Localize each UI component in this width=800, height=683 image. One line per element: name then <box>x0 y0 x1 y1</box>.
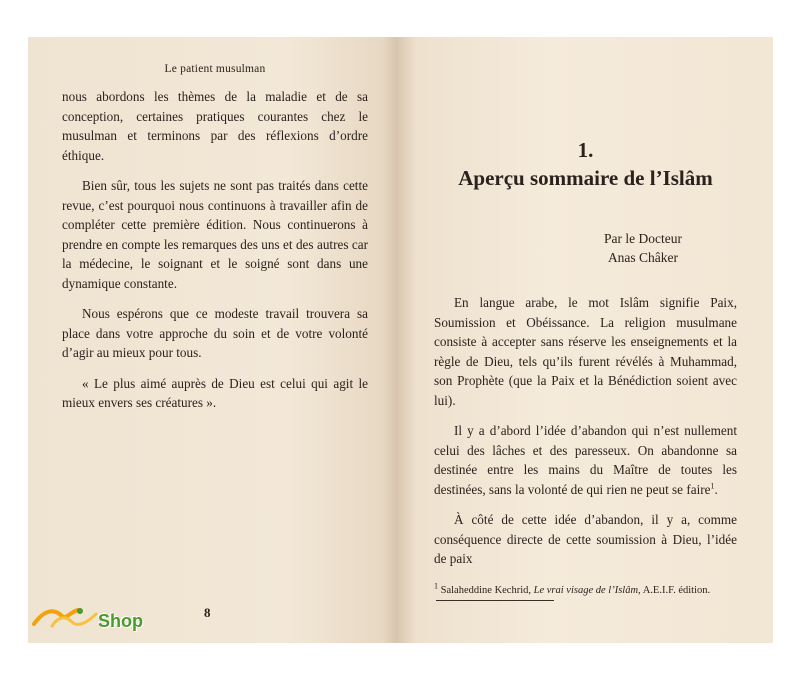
running-head: Le patient musulman <box>164 63 266 75</box>
footnote <box>434 581 754 598</box>
left-paragraph-4: « Le plus aimé auprès de Dieu est celui qui agit le mieux envers ses créatures ». <box>62 375 368 410</box>
footnote-rule <box>436 600 554 601</box>
right-paragraph-2-end: . <box>714 481 718 497</box>
shop-logo <box>32 604 162 636</box>
footnote-publisher: , A.E.I.F. édition. <box>638 585 711 596</box>
swoosh-icon <box>32 604 102 636</box>
left-paragraph-3: Nous espérons que ce modeste travail trouvera sa place dans votre approche du soin et de votre volonté d’agir au mieux pour tous. <box>62 306 368 360</box>
chapter-number: 1. <box>577 138 594 162</box>
byline <box>434 229 703 267</box>
footnote-mark: 1 <box>434 581 438 591</box>
page-number: 8 <box>204 605 211 620</box>
chapter-title: Aperçu sommaire de l’Islâm <box>458 166 713 190</box>
left-page <box>28 37 398 643</box>
footnote-author: Salaheddine Kechrid, <box>438 585 534 596</box>
right-paragraph-2 <box>434 421 737 499</box>
footnote-book-title: Le vrai visage de l’Islâm <box>533 585 639 596</box>
footnote-reference: 1 <box>710 481 715 491</box>
right-paragraph-2-text: Il y a d’abord l’idée d’abandon qui n’est nullement celui des lâches et des paresseux. On abandonne sa destinée entre les mains du Maître de toutes les destinées, sans la volonté de qui rien ne peut se faire <box>434 423 737 497</box>
right-paragraph-3: À côté de cette idée d’abandon, il y a, comme conséquence directe de cette soumission à Dieu, l’idée de paix <box>434 512 737 566</box>
open-book <box>28 37 773 643</box>
right-page <box>398 37 773 643</box>
logo-text: Shop <box>98 611 143 631</box>
left-paragraph-1: nous abordons les thèmes de la maladie et de sa conception, certaines pratiques courantes chez le musulman et terminons par des réflexions d’ordre éthique. <box>62 89 368 163</box>
author-name: Anas Châker <box>607 250 679 265</box>
right-paragraph-1: En langue arabe, le mot Islâm signifie Paix, Soumission et Obéissance. La religion musulmane consiste à accepter sans réserve les enseignements et la règle de Dieu, tels qu’ils furent révélés à Muhammad, son Prophète (que la Paix et la Bénédiction soient avec lui). <box>434 295 737 408</box>
left-paragraph-2: Bien sûr, tous les sujets ne sont pas traités dans cette revue, c’est pourquoi nous continuons à travailler afin de compléter cette première édition. Nous continuerons à prendre en compte les remarques des uns et des autres car la médecine, le soignant et le soigné sont dans une dynamique constante. <box>62 178 368 291</box>
byline-line-1: Par le Docteur <box>604 231 682 246</box>
